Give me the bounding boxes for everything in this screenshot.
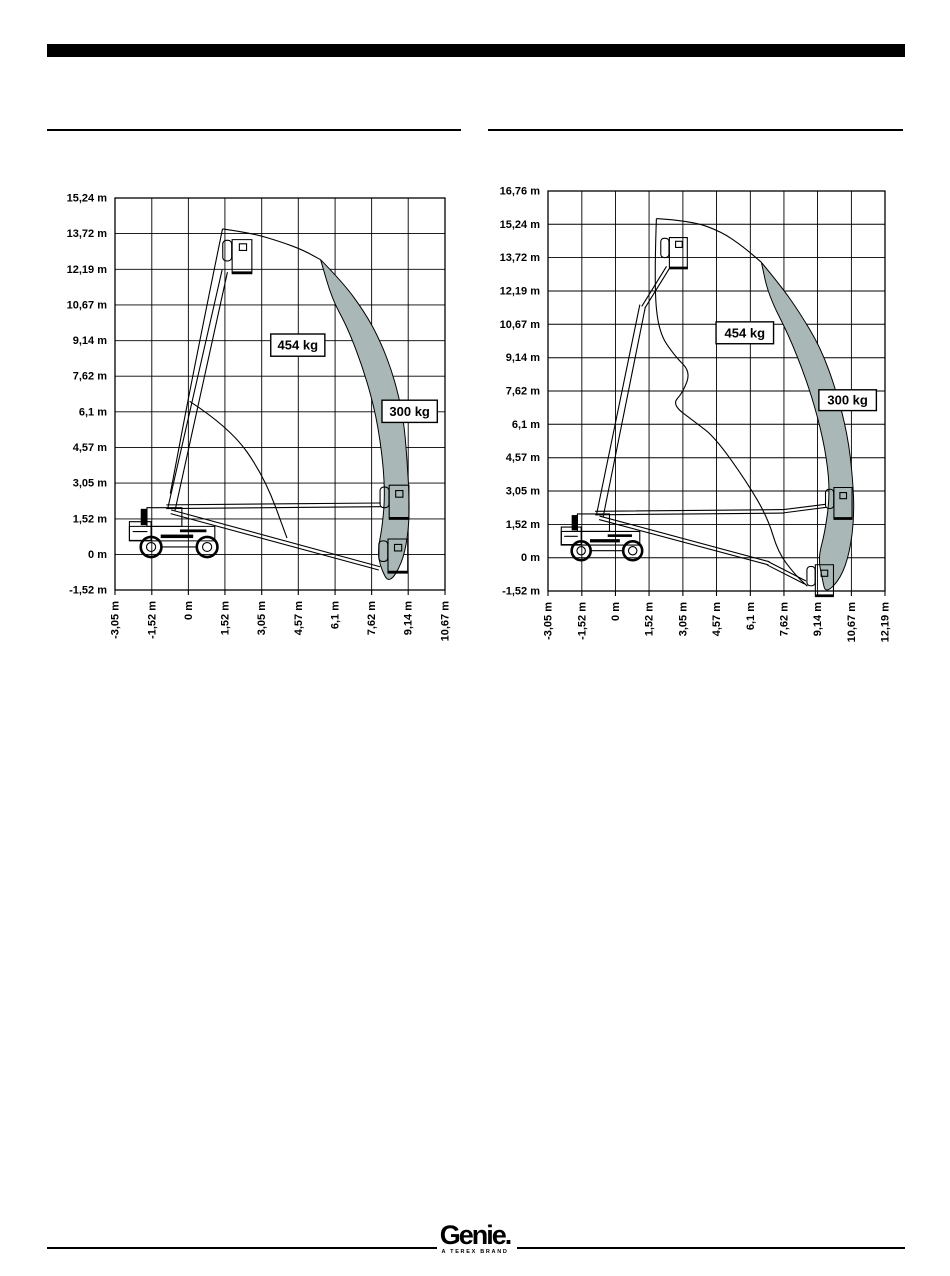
genie-logo (0, 1222, 950, 1256)
y-axis-tick-label: 10,67 m (499, 318, 540, 331)
x-axis-tick-label: 0 m (182, 601, 195, 620)
y-axis-tick-label: 1,52 m (505, 518, 540, 531)
y-axis-tick-label: 1,52 m (72, 513, 107, 526)
x-axis-tick-label: -1,52 m (576, 602, 589, 640)
x-axis-tick-label: 3,05 m (677, 602, 690, 637)
capacity-label-text: 454 kg (277, 337, 319, 353)
x-axis-tick-label: 3,05 m (256, 601, 269, 636)
genie-logo-text: Genie. (439, 1220, 511, 1250)
y-axis-tick-label: 13,72 m (499, 252, 540, 265)
section-rule-right (488, 129, 903, 131)
x-axis-tick-label: 10,67 m (845, 602, 858, 643)
y-axis-tick-label: 9,14 m (72, 335, 107, 348)
working-envelope-charts (0, 150, 950, 690)
x-axis-tick-label: 7,62 m (366, 601, 379, 636)
envelope-boundary-line (655, 219, 807, 587)
y-axis-tick-label: 12,19 m (499, 285, 540, 298)
x-axis-tick-label: 0 m (609, 602, 622, 621)
boom-lift-drawing (129, 240, 409, 574)
y-axis-tick-label: 7,62 m (505, 385, 540, 398)
y-axis-tick-label: 6,1 m (78, 406, 107, 419)
x-axis-tick-label: -3,05 m (109, 601, 122, 639)
y-axis-tick-label: 12,19 m (66, 263, 107, 276)
chart-labels (271, 334, 438, 422)
envelope-boundary-line (190, 401, 287, 538)
y-axis-tick-label: 0 m (88, 548, 107, 561)
y-axis-tick-label: 0 m (521, 552, 540, 565)
y-axis-tick-label: 4,57 m (505, 452, 540, 465)
y-axis-tick-label: -1,52 m (502, 585, 540, 598)
envelope-boundary-line (170, 229, 222, 494)
x-axis-tick-label: 9,14 m (812, 602, 825, 637)
section-rule-left (47, 129, 461, 131)
envelope-outline (655, 219, 807, 587)
capacity-label-text: 300 kg (389, 403, 430, 419)
x-axis-tick-label: 4,57 m (292, 601, 305, 636)
capacity-label-text: 454 kg (724, 325, 766, 341)
working-envelope-chart-right (500, 186, 892, 643)
x-axis-tick-label: 1,52 m (219, 601, 232, 636)
x-axis-tick-label: 6,1 m (744, 602, 757, 631)
y-axis-tick-label: 6,1 m (511, 418, 540, 431)
y-axis-tick-label: 3,05 m (505, 485, 540, 498)
y-axis-tick-label: 15,24 m (499, 218, 540, 231)
y-axis-tick-label: 3,05 m (72, 477, 107, 490)
y-axis-tick-label: 7,62 m (72, 370, 107, 383)
x-axis-tick-label: 9,14 m (402, 601, 415, 636)
genie-logo-subtext: A TEREX BRAND (441, 1249, 509, 1255)
x-axis-tick-label: 4,57 m (711, 602, 723, 637)
y-axis-tick-label: 16,76 m (499, 185, 540, 198)
x-axis-tick-label: -1,52 m (146, 601, 159, 639)
boom-lift-with-jib-drawing (561, 238, 852, 598)
x-axis-tick-label: 6,1 m (329, 601, 342, 630)
y-axis-tick-label: 15,24 m (66, 192, 107, 205)
x-axis-tick-label: -3,05 m (542, 602, 555, 640)
envelope-boundary-line (656, 219, 761, 263)
capacity-label-text: 300 kg (827, 392, 868, 408)
header-bar (47, 44, 905, 57)
y-axis-tick-label: 13,72 m (66, 228, 107, 241)
x-axis-tick-label: 12,19 m (879, 602, 892, 643)
y-axis-tick-label: 9,14 m (505, 352, 540, 365)
x-axis-tick-label: 7,62 m (778, 602, 791, 637)
x-axis-tick-label: 10,67 m (439, 601, 452, 642)
working-envelope-chart-left (67, 193, 452, 642)
y-axis-tick-label: -1,52 m (69, 584, 107, 597)
y-axis-tick-label: 4,57 m (72, 442, 107, 455)
x-axis-tick-label: 1,52 m (643, 602, 656, 637)
y-axis-tick-label: 10,67 m (66, 299, 107, 312)
